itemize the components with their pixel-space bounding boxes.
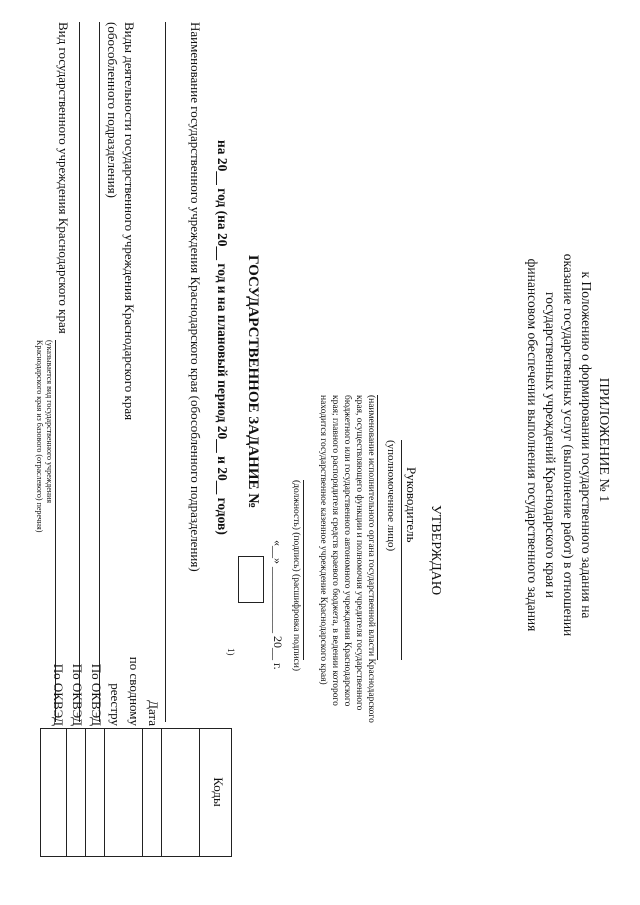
activity-types-line-2[interactable] xyxy=(79,22,80,722)
codes-table xyxy=(40,728,232,857)
head-caption: (уполномоченное лицо) xyxy=(385,440,397,552)
org-caption-4: края; главного распорядителя средств краевого бюджета, в ведении которого xyxy=(330,395,340,706)
signature-underline xyxy=(303,480,304,660)
codes-label-okved-2: По ОКВЭД xyxy=(70,663,85,726)
codes-label-registry-2: реестру xyxy=(108,683,123,726)
appendix-line-1: к Положению о формировании государственного задания на xyxy=(579,271,594,619)
activity-types-line-1[interactable] xyxy=(99,22,100,722)
institution-name-line[interactable] xyxy=(165,22,166,722)
signature-caption: (должность) (подпись) (расшифровка подписи) xyxy=(291,480,301,672)
org-name-underline xyxy=(377,395,378,660)
head-underline xyxy=(401,440,402,660)
codes-label-okved-3: По ОКВЭД xyxy=(51,663,66,726)
appendix-line-4: финансовом обеспечении выполнения государственного задания xyxy=(525,258,540,632)
org-caption-2: края, осуществляющего функции и полномочия учредителя государственного xyxy=(354,395,364,711)
org-caption-5: находится государственное казенное учреждение Краснодарского края) xyxy=(318,395,328,685)
codes-header: Коды xyxy=(211,777,226,807)
codes-table-rule-2 xyxy=(161,728,162,856)
appendix-title: ПРИЛОЖЕНИЕ № 1 xyxy=(596,377,611,503)
codes-table-rule-6 xyxy=(66,728,67,856)
institution-type-caption-2: Краснодарского края из базового (отраслевого) перечня) xyxy=(35,340,44,533)
codes-table-rule-5 xyxy=(85,728,86,856)
assignment-period: на 20__ год (на 20__ год и на плановый период 20__ и 20__ годов) xyxy=(215,140,230,535)
activity-types-label-1: Виды деятельности государственного учреждения Краснодарского края xyxy=(122,22,137,421)
activity-types-label-2: (обособленного подразделения) xyxy=(105,22,120,198)
codes-label-date: Дата xyxy=(146,700,161,726)
head-label: Руководитель xyxy=(404,467,419,543)
codes-table-rule-3 xyxy=(142,728,143,856)
appendix-line-3: государственных учреждений Краснодарского края и xyxy=(543,292,558,598)
codes-label-registry-1: по сводному xyxy=(127,656,142,726)
codes-table-rule-4 xyxy=(104,728,105,856)
appendix-line-2: оказание государственных услуг (выполнение работ) в отношении xyxy=(561,253,576,637)
approval-heading: УТВЕРЖДАЮ xyxy=(428,504,443,596)
codes-table-rule-1 xyxy=(199,728,200,856)
institution-name-label: Наименование государственного учреждения Краснодарского края (обособленного подразделения) xyxy=(188,22,203,572)
approval-date-line: «__» ___________ 20__ г. xyxy=(271,540,285,670)
assignment-title: ГОСУДАРСТВЕННОЕ ЗАДАНИЕ № xyxy=(245,255,261,509)
institution-type-label: Вид государственного учреждения Краснодарского края xyxy=(56,22,71,334)
period-footnote: 1) xyxy=(226,648,236,656)
org-caption-1: (наименование исполнительного органа государственной власти Краснодарского xyxy=(366,395,376,723)
codes-label-okved-1: По ОКВЭД xyxy=(89,663,104,726)
org-caption-3: бюджетного или государственного автономного учреждения Краснодарского xyxy=(342,395,352,707)
assignment-number-box[interactable] xyxy=(238,556,264,603)
institution-type-caption-1: (указывается вид государственного учреждения xyxy=(45,340,54,504)
